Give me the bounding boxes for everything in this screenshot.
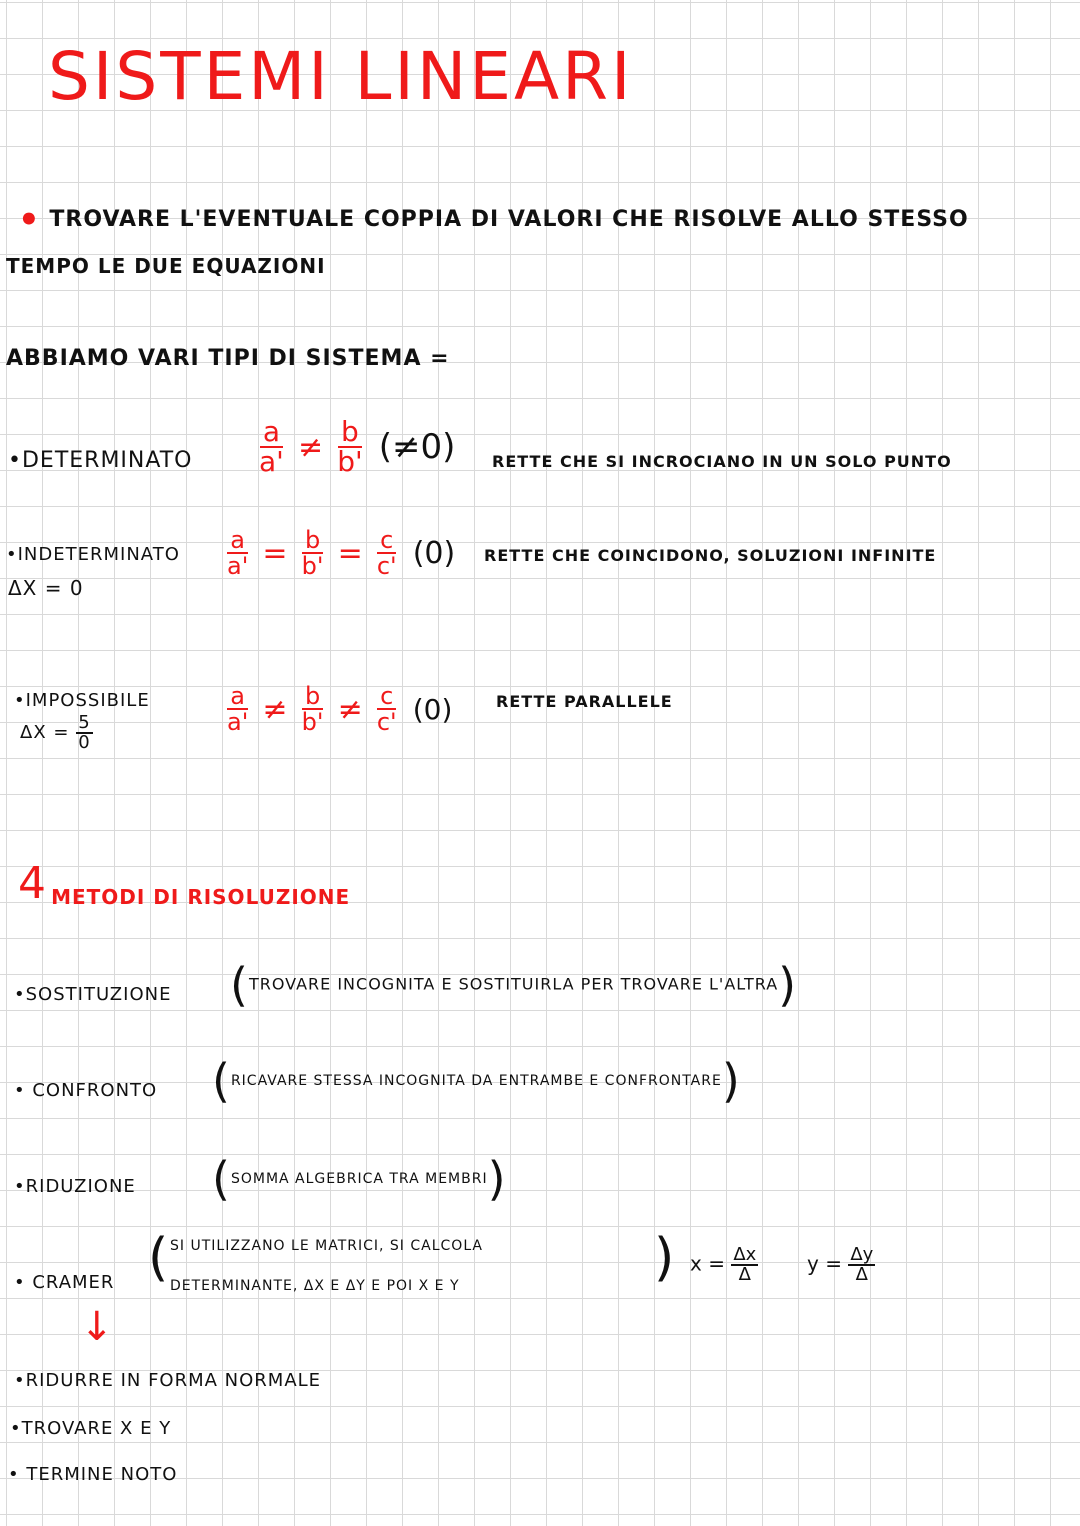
delta-x-label: ΔX =: [20, 722, 70, 743]
fraction-b: $\frac{b}{b'}$: [337, 415, 363, 478]
close-paren: ): [654, 1228, 675, 1288]
y-label: y =: [807, 1251, 842, 1276]
equal-sign: =: [262, 535, 288, 571]
open-paren: (: [212, 1054, 231, 1108]
not-equal-sign: ≠: [262, 691, 288, 727]
methods-header-text: METODI DI RISOLUZIONE: [51, 885, 351, 909]
condition-tail: (0): [412, 692, 453, 726]
method-bullet: •: [14, 1080, 26, 1101]
intro-line-1: [18, 200, 969, 240]
method-desc-text: RICAVARE STESSA INCOGNITA DA ENTRAMBE E CONFRONTARE: [230, 1073, 722, 1089]
type-determinato-label: •DETERMINATO: [8, 448, 193, 473]
condition-tail: (0): [412, 535, 456, 571]
method-confronto: [14, 1080, 157, 1101]
page-title: SISTEMI LINEARI: [48, 38, 634, 115]
method-riduzione: [14, 1176, 136, 1197]
fraction-b: $\frac{b}{b'}$: [301, 526, 324, 580]
type-indeterminato-desc: RETTE CHE COINCIDONO, SOLUZIONI INFINITE: [484, 546, 937, 565]
method-name: RIDUZIONE: [25, 1176, 136, 1197]
not-equal-sign: ≠: [337, 691, 363, 727]
close-paren: ): [487, 1152, 507, 1206]
method-bullet: •: [14, 984, 26, 1005]
method-bullet: •: [14, 1272, 26, 1293]
method-desc-text: SOMMA ALGEBRICA TRA MEMBRI: [230, 1171, 488, 1187]
fraction-c: $\frac{c}{c'}$: [376, 682, 397, 736]
method-bullet: •: [14, 1176, 26, 1197]
close-paren: ): [778, 958, 798, 1012]
fraction-b: $\frac{b}{b'}$: [301, 682, 324, 736]
method-sostituzione-desc: [230, 958, 797, 1012]
down-arrow-icon: ↓: [80, 1304, 114, 1350]
open-paren: (: [212, 1152, 231, 1206]
type-determinato-desc: RETTE CHE SI INCROCIANO IN UN SOLO PUNTO: [492, 452, 952, 471]
cramer-desc-line-2: DETERMINANTE, ΔX E ΔY E POI X E Y: [170, 1278, 460, 1294]
type-impossibile-sublabel: [20, 714, 93, 752]
cramer-formula: [690, 1246, 875, 1284]
method-name: SOSTITUZIONE: [25, 984, 172, 1005]
method-sostituzione: [14, 984, 171, 1005]
methods-count: 4: [18, 858, 46, 909]
methods-header: [18, 858, 350, 909]
method-desc-text: TROVARE INCOGNITA E SOSTITUIRLA PER TROVARE L'ALTRA: [248, 974, 779, 994]
method-riduzione-desc: [212, 1152, 507, 1206]
fraction-a: $\frac{a}{a'}$: [259, 415, 284, 478]
types-header: ABBIAMO VARI TIPI DI SISTEMA =: [6, 346, 450, 371]
intro-text-1: TROVARE L'EVENTUALE COPPIA DI VALORI CHE RISOLVE ALLO STESSO: [49, 207, 969, 232]
y-fraction: $\frac{\Delta y}{\Delta}$: [850, 1244, 874, 1285]
type-impossibile-desc: RETTE PARALLELE: [496, 692, 673, 711]
intro-line-2: TEMPO LE DUE EQUAZIONI: [6, 254, 326, 278]
cramer-step-2: •TROVARE X E Y: [10, 1418, 172, 1439]
fraction-a: $\frac{a}{a'}$: [227, 526, 249, 580]
close-paren: ): [721, 1054, 741, 1108]
method-name: CONFRONTO: [32, 1080, 158, 1101]
cramer-desc-line-1: SI UTILIZZANO LE MATRICI, SI CALCOLA: [170, 1238, 484, 1254]
cramer-step-3: • TERMINE NOTO: [8, 1464, 178, 1485]
fraction-5-over-0: $\frac{5}{0}$: [78, 712, 91, 753]
type-determinato-formula: [256, 415, 456, 478]
type-indeterminato-sublabel: ΔX = 0: [8, 576, 84, 600]
open-paren: (: [230, 958, 249, 1012]
method-confronto-desc: [212, 1054, 741, 1108]
method-name: CRAMER: [32, 1272, 115, 1293]
method-cramer: [14, 1272, 114, 1293]
open-paren: (: [148, 1228, 169, 1288]
type-impossibile-label: •IMPOSSIBILE: [14, 690, 150, 711]
fraction-c: $\frac{c}{c'}$: [376, 526, 397, 580]
x-label: x =: [690, 1251, 725, 1276]
cramer-step-1: •RIDURRE IN FORMA NORMALE: [14, 1370, 322, 1391]
fraction-a: $\frac{a}{a'}$: [227, 682, 249, 736]
type-indeterminato-label: •INDETERMINATO: [6, 544, 180, 565]
x-fraction: $\frac{\Delta x}{\Delta}$: [733, 1244, 757, 1285]
intro-bullet: •: [18, 200, 41, 240]
equal-sign: =: [337, 535, 363, 571]
type-impossibile-formula: [224, 684, 452, 734]
condition-tail: (≠0): [378, 427, 456, 467]
not-equal-sign: ≠: [297, 429, 324, 465]
type-indeterminato-formula: [224, 528, 455, 578]
